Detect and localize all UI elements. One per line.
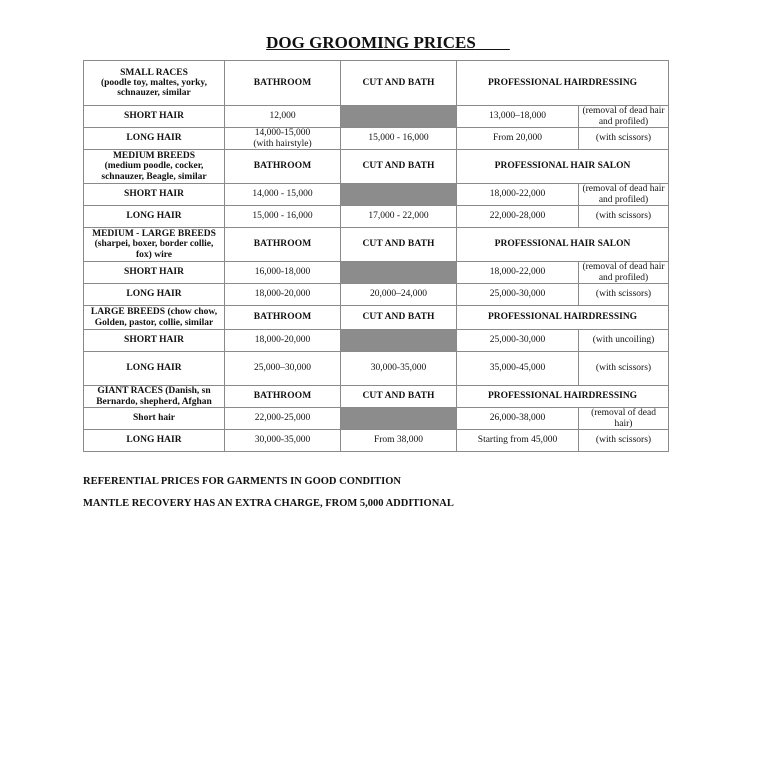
service-note: (with scissors)	[579, 430, 669, 452]
service-note: (removal of dead hair and profiled)	[579, 262, 669, 284]
table-row	[84, 184, 669, 206]
table-row	[84, 352, 669, 386]
hair-type: SHORT HAIR	[84, 106, 225, 128]
service-note: (with scissors)	[579, 128, 669, 150]
professional-price: 35,000-45,000	[457, 352, 579, 386]
page-title: DOG GROOMING PRICES	[266, 33, 476, 52]
service-note: (with scissors)	[579, 284, 669, 306]
bath-price: 12,000	[225, 106, 341, 128]
professional-header: PROFESSIONAL HAIRDRESSING	[457, 306, 669, 330]
bath-header: BATHROOM	[225, 228, 341, 262]
hair-type: LONG HAIR	[84, 206, 225, 228]
professional-header: PROFESSIONAL HAIR SALON	[457, 150, 669, 184]
cut-bath-price: 17,000 - 22,000	[341, 206, 457, 228]
cut-bath-header: CUT AND BATH	[341, 61, 457, 106]
hair-type: LONG HAIR	[84, 128, 225, 150]
bath-price: 15,000 - 16,000	[225, 206, 341, 228]
cut-bath-header: CUT AND BATH	[341, 150, 457, 184]
cut-bath-price-empty	[341, 262, 457, 284]
footer-note-mantle-recovery: MANTLE RECOVERY HAS AN EXTRA CHARGE, FROM 5,000 ADDITIONAL	[83, 498, 454, 509]
section-header-medium-breeds	[84, 150, 669, 184]
service-note: (with scissors)	[579, 352, 669, 386]
hair-type: LONG HAIR	[84, 284, 225, 306]
breed-name: MEDIUM - LARGE BREEDS (sharpei, boxer, border collie, fox) wire	[84, 228, 225, 262]
service-note: (with uncoiling)	[579, 330, 669, 352]
cut-bath-price-empty	[341, 106, 457, 128]
section-header-small-races	[84, 61, 669, 106]
section-header-giant-races	[84, 386, 669, 408]
footer-note-condition: REFERENTIAL PRICES FOR GARMENTS IN GOOD CONDITION	[83, 476, 401, 487]
table-row	[84, 430, 669, 452]
bath-header: BATHROOM	[225, 61, 341, 106]
breed-name: LARGE BREEDS (chow chow, Golden, pastor, collie, similar	[84, 306, 225, 330]
bath-header: BATHROOM	[225, 150, 341, 184]
professional-header: PROFESSIONAL HAIRDRESSING	[457, 386, 669, 408]
service-note: (with scissors)	[579, 206, 669, 228]
cut-bath-price-empty	[341, 408, 457, 430]
bath-price: 14,000 - 15,000	[225, 184, 341, 206]
section-header-medium-large-breeds	[84, 228, 669, 262]
breed-name: SMALL RACES (poodle toy, maltes, yorky, schnauzer, similar	[84, 61, 225, 106]
hair-type: LONG HAIR	[84, 352, 225, 386]
cut-bath-price-empty	[341, 184, 457, 206]
professional-price: 18,000-22,000	[457, 184, 579, 206]
bath-price: 30,000-35,000	[225, 430, 341, 452]
table-row	[84, 128, 669, 150]
service-note: (removal of dead hair and profiled)	[579, 106, 669, 128]
section-header-large-breeds	[84, 306, 669, 330]
breed-name: MEDIUM BREEDS (medium poodle, cocker, schnauzer, Beagle, similar	[84, 150, 225, 184]
hair-type: SHORT HAIR	[84, 184, 225, 206]
professional-header: PROFESSIONAL HAIRDRESSING	[457, 61, 669, 106]
bath-price: 16,000-18,000	[225, 262, 341, 284]
cut-bath-price: 30,000-35,000	[341, 352, 457, 386]
breed-name: GIANT RACES (Danish, sn Bernardo, shepherd, Afghan	[84, 386, 225, 408]
bath-price: 14,000-15,000 (with hairstyle)	[225, 128, 341, 150]
bath-header: BATHROOM	[225, 306, 341, 330]
professional-price: 25,000-30,000	[457, 284, 579, 306]
cut-bath-header: CUT AND BATH	[341, 386, 457, 408]
service-note: (removal of dead hair)	[579, 408, 669, 430]
service-note: (removal of dead hair and profiled)	[579, 184, 669, 206]
bath-price: 22,000-25,000	[225, 408, 341, 430]
table-row	[84, 206, 669, 228]
professional-price: 25,000-30,000	[457, 330, 579, 352]
bath-price: 18,000-20,000	[225, 284, 341, 306]
cut-bath-price: 15,000 - 16,000	[341, 128, 457, 150]
professional-price: From 20,000	[457, 128, 579, 150]
cut-bath-price-empty	[341, 330, 457, 352]
cut-bath-price: From 38,000	[341, 430, 457, 452]
price-table	[83, 60, 669, 452]
bath-price: 25,000–30,000	[225, 352, 341, 386]
table-row	[84, 408, 669, 430]
professional-price: 22,000-28,000	[457, 206, 579, 228]
professional-price: 26,000-38,000	[457, 408, 579, 430]
professional-price: 18,000-22,000	[457, 262, 579, 284]
table-row	[84, 106, 669, 128]
hair-type: SHORT HAIR	[84, 262, 225, 284]
table-row	[84, 262, 669, 284]
professional-price: Starting from 45,000	[457, 430, 579, 452]
professional-header: PROFESSIONAL HAIR SALON	[457, 228, 669, 262]
bath-price: 18,000-20,000	[225, 330, 341, 352]
cut-bath-price: 20,000–24,000	[341, 284, 457, 306]
table-row	[84, 330, 669, 352]
table-row	[84, 284, 669, 306]
professional-price: 13,000–18,000	[457, 106, 579, 128]
hair-type: SHORT HAIR	[84, 330, 225, 352]
cut-bath-header: CUT AND BATH	[341, 306, 457, 330]
hair-type: Short hair	[84, 408, 225, 430]
bath-header: BATHROOM	[225, 386, 341, 408]
cut-bath-header: CUT AND BATH	[341, 228, 457, 262]
hair-type: LONG HAIR	[84, 430, 225, 452]
